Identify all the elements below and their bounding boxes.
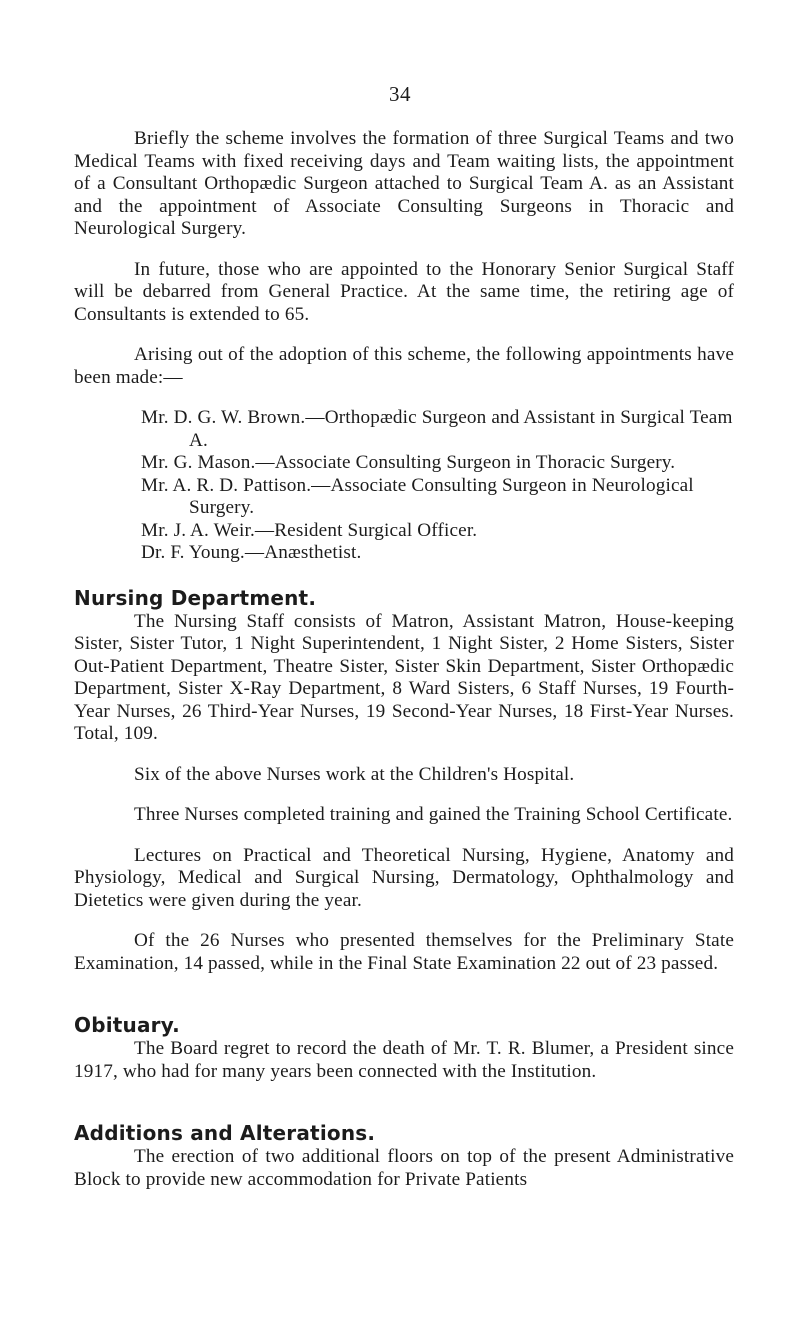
intro-paragraph-scheme: Briefly the scheme involves the formation of three Surgical Teams and two Medical Teams with fixed receiving days and Team waiting lists, the appointment of a Consultant Orthopædic Surgeon attached to Surgical Team A. as an Assistant and the appointment of Associate Consulting Surgeons in Thoracic and Neurological Surgery. xyxy=(74,128,734,239)
appointment-item: Mr. A. R. D. Pattison.—Associate Consulting Surgeon in Neurological Surgery. xyxy=(141,474,694,518)
training-certificate-paragraph: Three Nurses completed training and gained the Training School Certificate. xyxy=(134,804,733,825)
page-number: 34 xyxy=(389,82,411,106)
appointment-item: Mr. D. G. W. Brown.—Orthopædic Surgeon and Assistant in Surgical Team A. xyxy=(141,407,733,451)
childrens-hospital-paragraph: Six of the above Nurses work at the Children's Hospital. xyxy=(134,763,575,785)
additions-alterations-section xyxy=(74,1121,734,1191)
obituary-paragraph: The Board regret to record the death of Mr. T. R. Blumer, a President since 1917, who had for many years been connected with the Institution. xyxy=(74,1038,734,1082)
additions-paragraph: The erection of two additional floors on top of the present Administrative Block to provide new accommodation for Private Patients xyxy=(74,1146,734,1190)
obituary-section xyxy=(74,1013,734,1083)
appointment-item: Mr. J. A. Weir.—Resident Surgical Officer. xyxy=(141,519,478,541)
page-content xyxy=(74,128,734,1191)
appointment-item: Mr. G. Mason.—Associate Consulting Surgeon in Thoracic Surgery. xyxy=(141,452,676,473)
obituary-heading: Obituary. xyxy=(74,1013,180,1037)
appointment-item: Dr. F. Young.—Anæsthetist. xyxy=(141,542,362,563)
intro-paragraph-appointments: Arising out of the adoption of this scheme, the following appointments have been made:— xyxy=(74,344,734,388)
examination-paragraph: Of the 26 Nurses who presented themselves for the Preliminary State Examination, 14 passed, while in the Final State Examination 22 out of 23 passed. xyxy=(74,930,734,974)
additions-alterations-heading: Additions and Alterations. xyxy=(74,1121,376,1145)
intro-paragraph-retiring-age: In future, those who are appointed to the Honorary Senior Surgical Staff will be debarred from General Practice. At the same time, the retiring age of Consultants is extended to 65. xyxy=(74,258,734,325)
appointments-list xyxy=(74,407,734,565)
nursing-department-section xyxy=(74,586,734,976)
nursing-department-heading: Nursing Department. xyxy=(74,585,317,610)
nursing-staff-paragraph: The Nursing Staff consists of Matron, Assistant Matron, House-keeping Sister, Sister Tutor, 1 Night Superintendent, 1 Night Sister, 2 Home Sisters, Sister Out-Patient Department, Theatre Sister, Sister Skin Department, Sister Orthopædic Department, Sister X-Ray Department, 8 Ward Sisters, 6 Staff Nurses, 19 Fourth-Year Nurses, 26 Third-Year Nurses, 19 Second-Year Nurses, 18 First-Year Nurses. Total, 109. xyxy=(74,610,734,744)
lectures-paragraph: Lectures on Practical and Theoretical Nursing, Hygiene, Anatomy and Physiology, Medical and Surgical Nursing, Dermatology, Ophthalmology and Dietetics were given during the year. xyxy=(74,844,734,911)
